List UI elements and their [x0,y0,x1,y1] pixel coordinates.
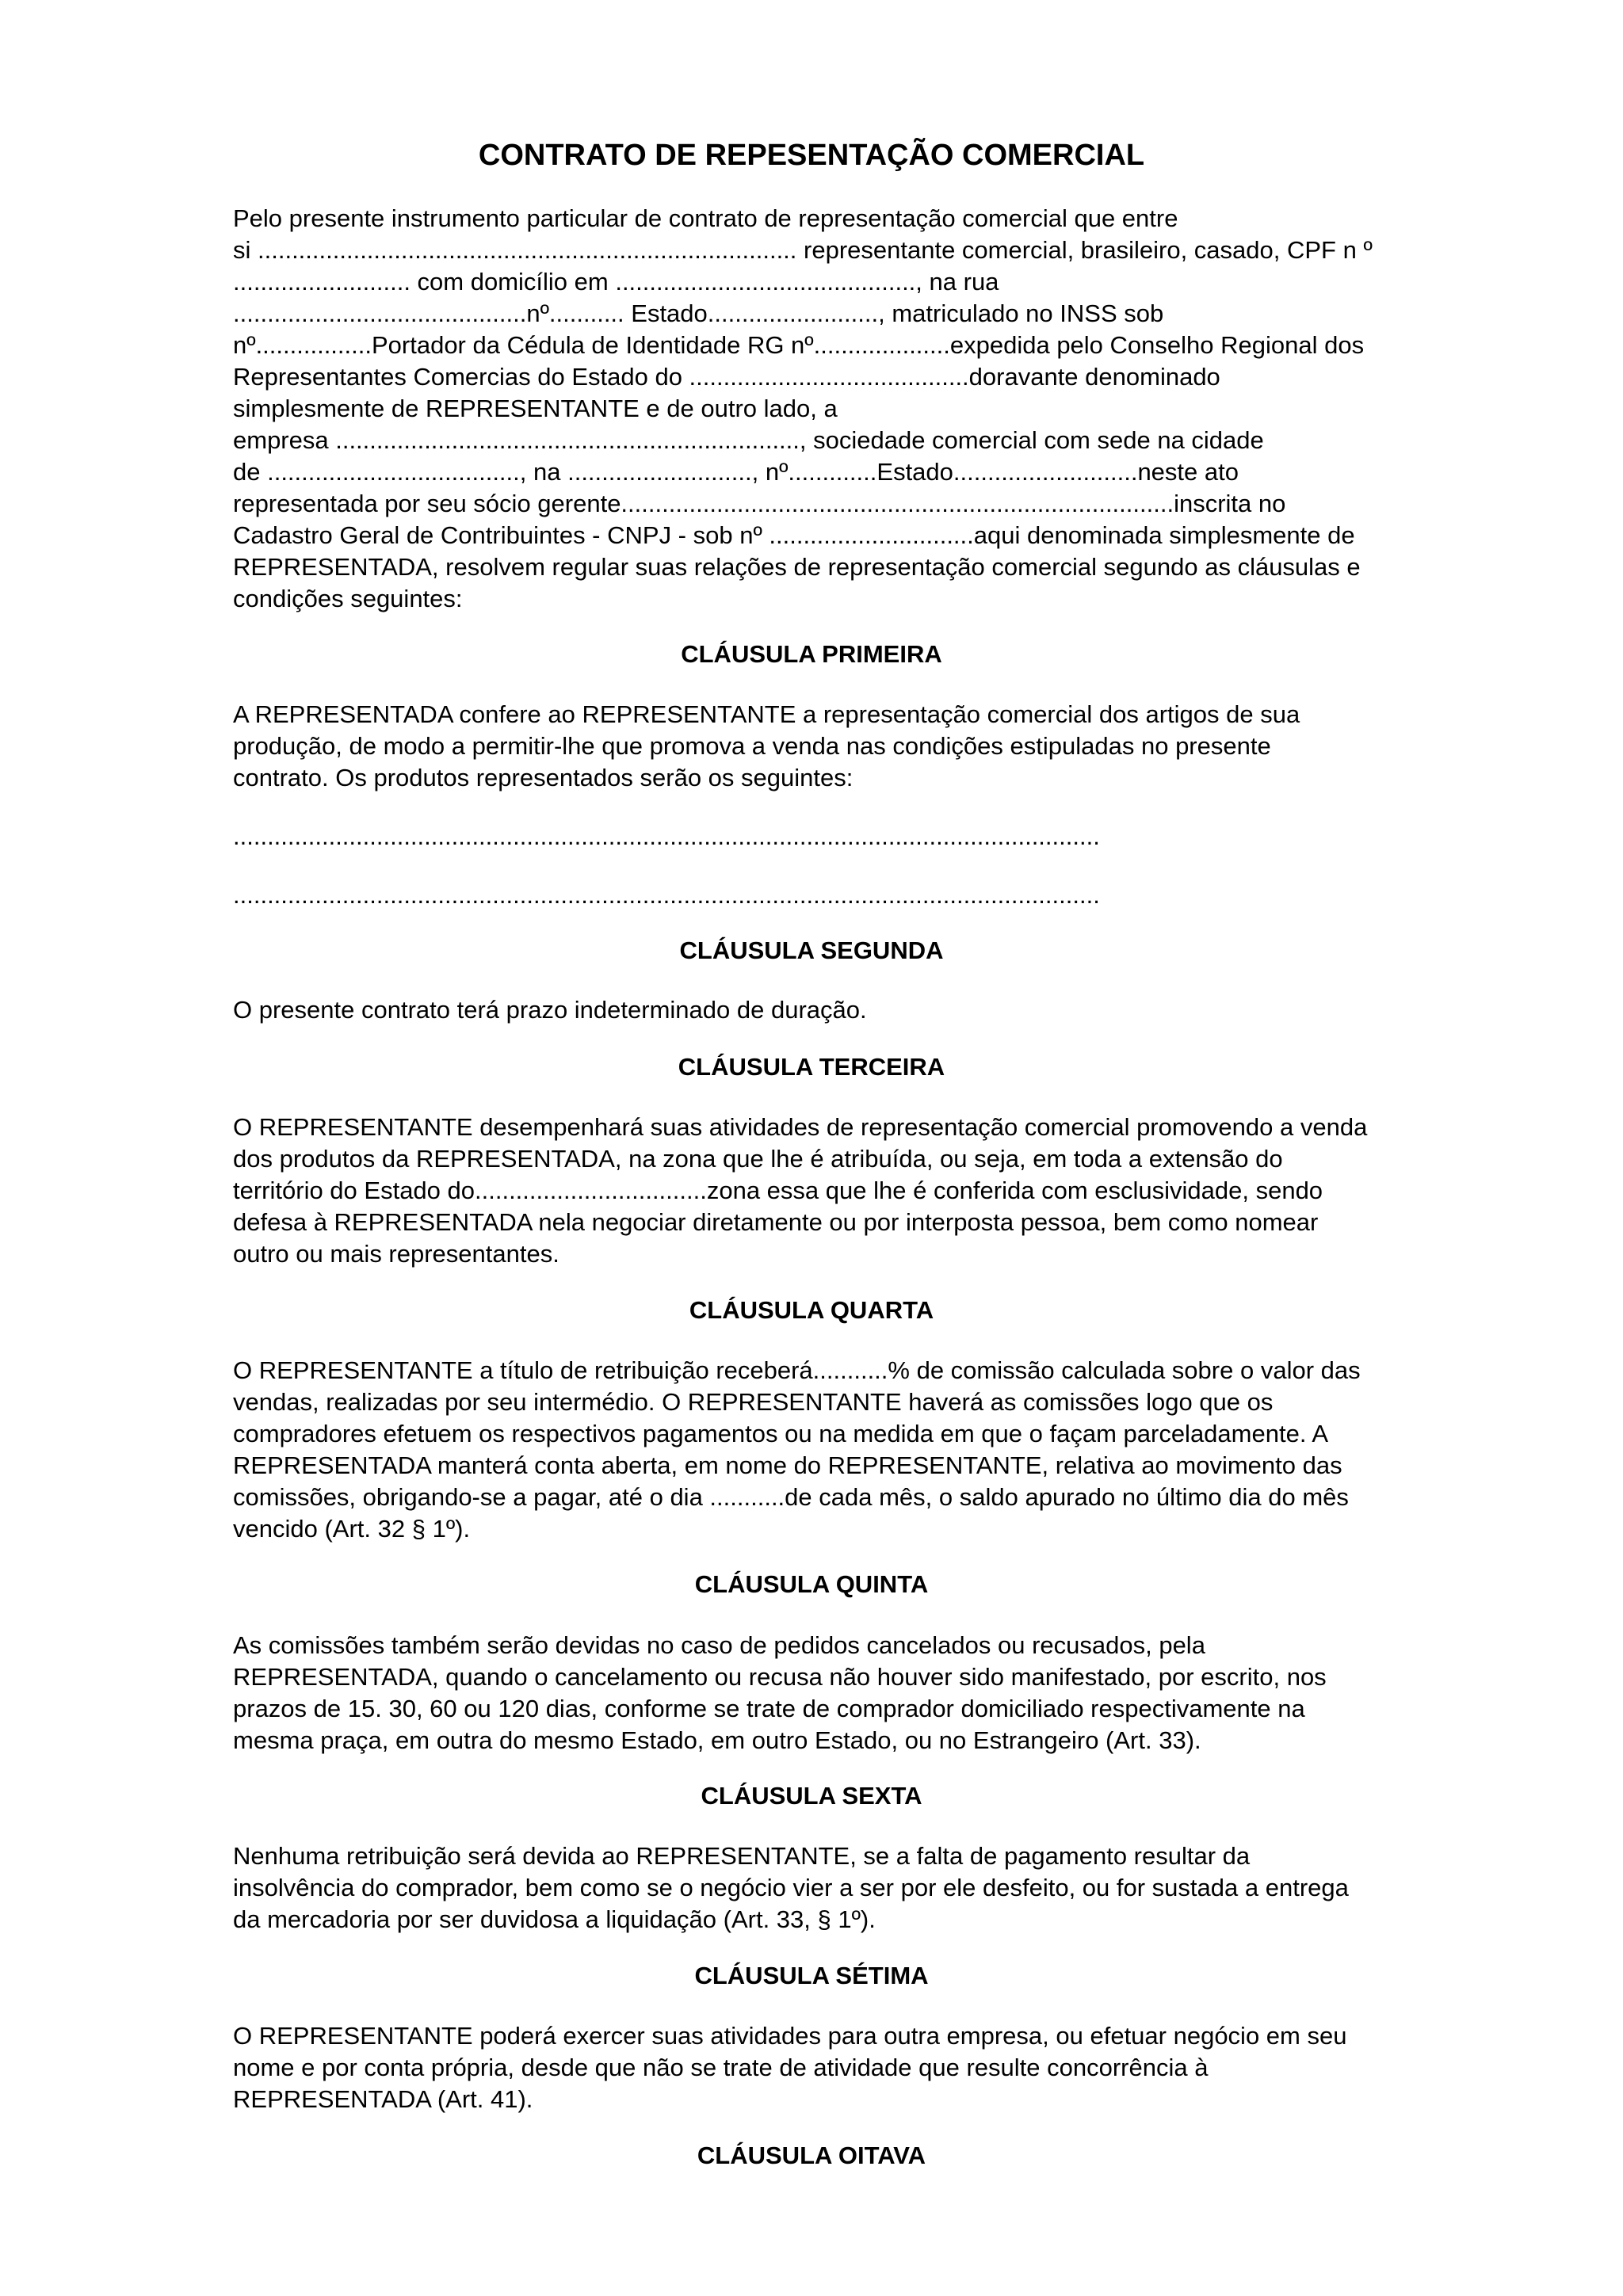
intro-line: ...........................................nº........... Estado........................., matriculado no INSS sob [233,299,1164,327]
clause-line: outro ou mais representantes. [233,1240,559,1268]
intro-line: Pelo presente instrumento particular de contrato de representação comercial que entre [233,204,1178,232]
clause-line: contrato. Os produtos representados serão os seguintes: [233,764,854,791]
clause-line: nome e por conta própria, desde que não se trate de atividade que resulte concorrência à [233,2054,1209,2081]
clause-text-setima [233,2020,1517,2115]
clause-line: território do Estado do..................................zona essa que lhe é conferida com esclusividade, sendo [233,1177,1323,1204]
clause-line: comissões, obrigando-se a pagar, até o dia ...........de cada mês, o saldo apurado no último dia do mês [233,1483,1349,1511]
clause-line: mesma praça, em outra do mesmo Estado, em outro Estado, ou no Estrangeiro (Art. 33). [233,1726,1201,1754]
clause-line: produção, de modo a permitir-lhe que promova a venda nas condições estipuladas no presente [233,732,1271,760]
clause-line: O REPRESENTANTE poderá exercer suas atividades para outra empresa, ou efetuar negócio em seu [233,2022,1347,2050]
clause-line: da mercadoria por ser duvidosa a liquidação (Art. 33, § 1º). [233,1905,876,1933]
clause-heading-quinta: CLÁUSULA QUINTA [694,1570,929,1598]
blank-dots: ............................................................................................................................... [233,822,1100,850]
clause-line: prazos de 15. 30, 60 ou 120 dias, conforme se trate de comprador domiciliado respectivamente na [233,1695,1305,1722]
clause-heading-segunda: CLÁUSULA SEGUNDA [679,936,944,964]
clause-heading-terceira: CLÁUSULA TERCEIRA [678,1053,945,1081]
clause-line: compradores efetuem os respectivos pagamentos ou na medida em que o façam parceladamente. A [233,1420,1329,1447]
intro-line: REPRESENTADA, resolvem regular suas relações de representação comercial segundo as cláusulas e [233,553,1361,581]
clause-line: O presente contrato terá prazo indeterminado de duração. [233,996,867,1024]
clause-line: O REPRESENTANTE a título de retribuição receberá...........% de comissão calculada sobre o valor das [233,1356,1361,1384]
clause-line: REPRESENTADA, quando o cancelamento ou recusa não houver sido manifestado, por escrito, nos [233,1663,1327,1691]
intro-line: Cadastro Geral de Contribuintes - CNPJ - sob nº ..............................aqui denominada simplesmente de [233,521,1355,549]
clause-heading-quarta: CLÁUSULA QUARTA [689,1296,934,1324]
clause-line: insolvência do comprador, bem como se o negócio vier a ser por ele desfeito, ou for sustada a entrega [233,1874,1349,1901]
intro-line: condições seguintes: [233,585,463,612]
intro-paragraph [233,203,1517,615]
intro-line: simplesmente de REPRESENTANTE e de outro lado, a [233,395,838,422]
clause-line: dos produtos da REPRESENTADA, na zona que lhe é atribuída, ou seja, em toda a extensão do [233,1145,1283,1173]
clause-text-quarta [233,1355,1517,1545]
clause-text-primeira [233,699,1517,794]
intro-line: si ............................................................................... representante comercial, brasileiro, casado, CPF n º [233,236,1373,264]
page-title: CONTRATO DE REPESENTAÇÃO COMERCIAL [478,139,1145,172]
clause-line: vencido (Art. 32 § 1º). [233,1515,471,1543]
clause-heading-sexta: CLÁUSULA SEXTA [701,1782,922,1810]
clause-text-quinta [233,1630,1517,1756]
clause-line: Nenhuma retribuição será devida ao REPRESENTANTE, se a falta de pagamento resultar da [233,1842,1251,1870]
clause-line: A REPRESENTADA confere ao REPRESENTANTE a representação comercial dos artigos de sua [233,700,1300,728]
clause-line: REPRESENTADA (Art. 41). [233,2085,533,2113]
clause-text-segunda [233,994,1517,1026]
clause-line: defesa à REPRESENTADA nela negociar diretamente ou por interposta pessoa, bem como nomear [233,1208,1319,1236]
intro-line: de ....................................., na ..........................., nº.............Estado...........................neste ato [233,458,1239,486]
product-blank-line-1 [233,821,1517,852]
clause-text-sexta [233,1840,1517,1936]
intro-line: .......................... com domicílio em ............................................, na rua [233,268,999,296]
clause-heading-setima: CLÁUSULA SÉTIMA [694,1962,929,1989]
intro-line: empresa ...................................................................., sociedade comercial com sede na cidade [233,426,1264,454]
clause-text-terceira [233,1112,1517,1270]
intro-line: nº.................Portador da Cédula de Identidade RG nº....................expedida pelo Conselho Regional dos [233,331,1365,359]
clause-line: O REPRESENTANTE desempenhará suas atividades de representação comercial promovendo a venda [233,1113,1368,1141]
blank-dots: ............................................................................................................................... [233,881,1100,909]
clause-line: As comissões também serão devidas no caso de pedidos cancelados ou recusados, pela [233,1631,1205,1659]
product-blank-line-2 [233,879,1517,911]
intro-line: Representantes Comercias do Estado do .........................................doravante denominado [233,363,1220,391]
clause-line: vendas, realizadas por seu intermédio. O REPRESENTANTE haverá as comissões logo que os [233,1388,1274,1416]
clause-heading-primeira: CLÁUSULA PRIMEIRA [681,640,942,668]
clause-heading-oitava: CLÁUSULA OITAVA [697,2142,926,2169]
intro-line: representada por seu sócio gerente.................................................................................inscrita no [233,490,1286,517]
clause-line: REPRESENTADA manterá conta aberta, em nome do REPRESENTANTE, relativa ao movimento das [233,1451,1342,1479]
